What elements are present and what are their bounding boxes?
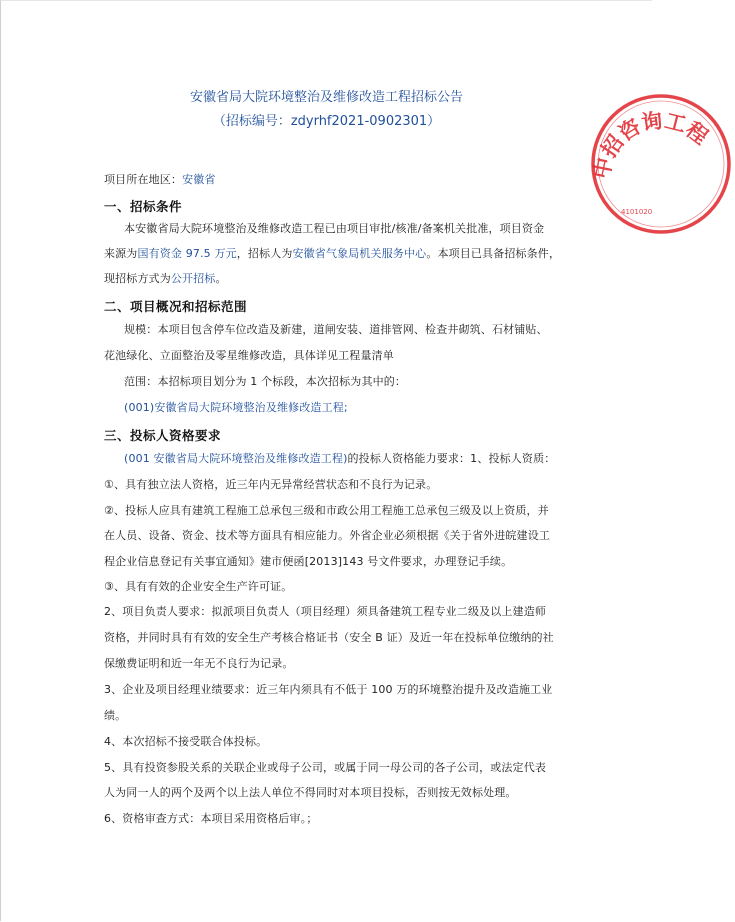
tender-number: （招标编号：zdyrhf2021-0902301） (212, 114, 441, 129)
condition-2-line-3: 程企业信息登记有关事宜通知》建市便函[2013]143 号文件要求，办理登记手续。 (104, 555, 513, 568)
scale-line-1: 规模：本项目包含停车位改造及新建，道闸安装、道排管网、检查井砌筑、石材铺贴、 (124, 323, 548, 336)
req-4: 4、本次招标不接受联合体投标。 (104, 735, 268, 748)
scale-line-2: 花池绿化、立面整治及零星维修改造，具体详见工程量清单 (104, 349, 394, 362)
req-5-line-2: 人为同一人的两个及两个以上法人单位不得同时对本项目投标，否则按无效标处理。 (104, 786, 517, 799)
condition-3: ③、具有有效的企业安全生产许可证。 (104, 580, 293, 593)
seal-text: 中招咨询工程 (588, 107, 714, 181)
sec1-line-1: 本安徽省局大院环境整治及维修改造工程已由项目审批/核准/备案机关批准，项目资金 (124, 222, 545, 235)
location-label: 项目所在地区： (104, 173, 183, 186)
notice-title: 安徽省局大院环境整治及维修改造工程招标公告 (189, 90, 463, 105)
req-2-line-1: 2、项目负责人要求：拟派项目负责人（项目经理）须具备建筑工程专业二级及以上建造师 (104, 605, 546, 618)
sec1-line-2 (104, 247, 560, 261)
text-segment: 的投标人资格能力要求：1、投标人资质： (347, 452, 556, 465)
req-2-line-2: 资格，并同时具有有效的安全生产考核合格证书（安全 B 证）及近一年在投标单位缴纳的社 (104, 631, 554, 644)
project-location (104, 173, 216, 187)
location-value: 安徽省 (182, 173, 216, 186)
condition-1: ①、具有独立法人资格，近三年内无异常经营状态和不良行为记录。 (104, 478, 438, 491)
req-6: 6、资格审查方式：本项目采用资格后审。； (104, 812, 318, 825)
tenderer-name: 安徽省气象局机关服务中心 (292, 247, 427, 260)
section-2-heading: 二、项目概况和招标范围 (104, 299, 248, 314)
section-1-heading: 一、招标条件 (104, 199, 183, 214)
req-3-line-2: 绩。 (104, 709, 127, 722)
condition-2-line-2: 在人员、设备、资金、技术等方面具有相应能力。外省企业必须根据《关于省外进皖建设工 (104, 529, 550, 542)
seal-number: 4101020 (621, 208, 653, 216)
scope-line: 范围：本招标项目划分为 1 个标段，本次招标为其中的： (124, 375, 407, 388)
req-5-line-1: 5、具有投资参股关系的关联企业或母子公司，或属于同一母公司的各子公司，或法定代表 (104, 761, 546, 774)
text-segment: 。本项目已具备招标条件， (426, 247, 561, 260)
condition-2-line-1: ②、投标人应具有建筑工程施工总承包三级和市政公用工程施工总承包三级及以上资质，并 (104, 504, 549, 517)
text-segment: 来源为 (104, 247, 138, 260)
lot-reference: (001 安徽省局大院环境整治及维修改造工程) (124, 452, 348, 465)
funding-source: 国有资金 97.5 万元 (137, 247, 237, 260)
section-3-heading: 三、投标人资格要求 (104, 428, 222, 443)
text-segment: 现招标方式为 (104, 272, 171, 285)
sec1-line-3 (104, 272, 227, 286)
text-segment: ，招标人为 (236, 247, 293, 260)
qualification-intro (124, 452, 555, 466)
lot-line: (001)安徽省局大院环境整治及维修改造工程; (124, 401, 348, 414)
tender-method: 公开招标 (170, 272, 216, 285)
company-seal (585, 88, 735, 238)
req-2-line-3: 保缴费证明和近一年无不良行为记录。 (104, 657, 294, 670)
req-3-line-1: 3、企业及项目经理业绩要求：近三年内须具有不低于 100 万的环境整治提升及改造施工业 (104, 683, 553, 696)
text-segment: 。 (215, 272, 227, 285)
